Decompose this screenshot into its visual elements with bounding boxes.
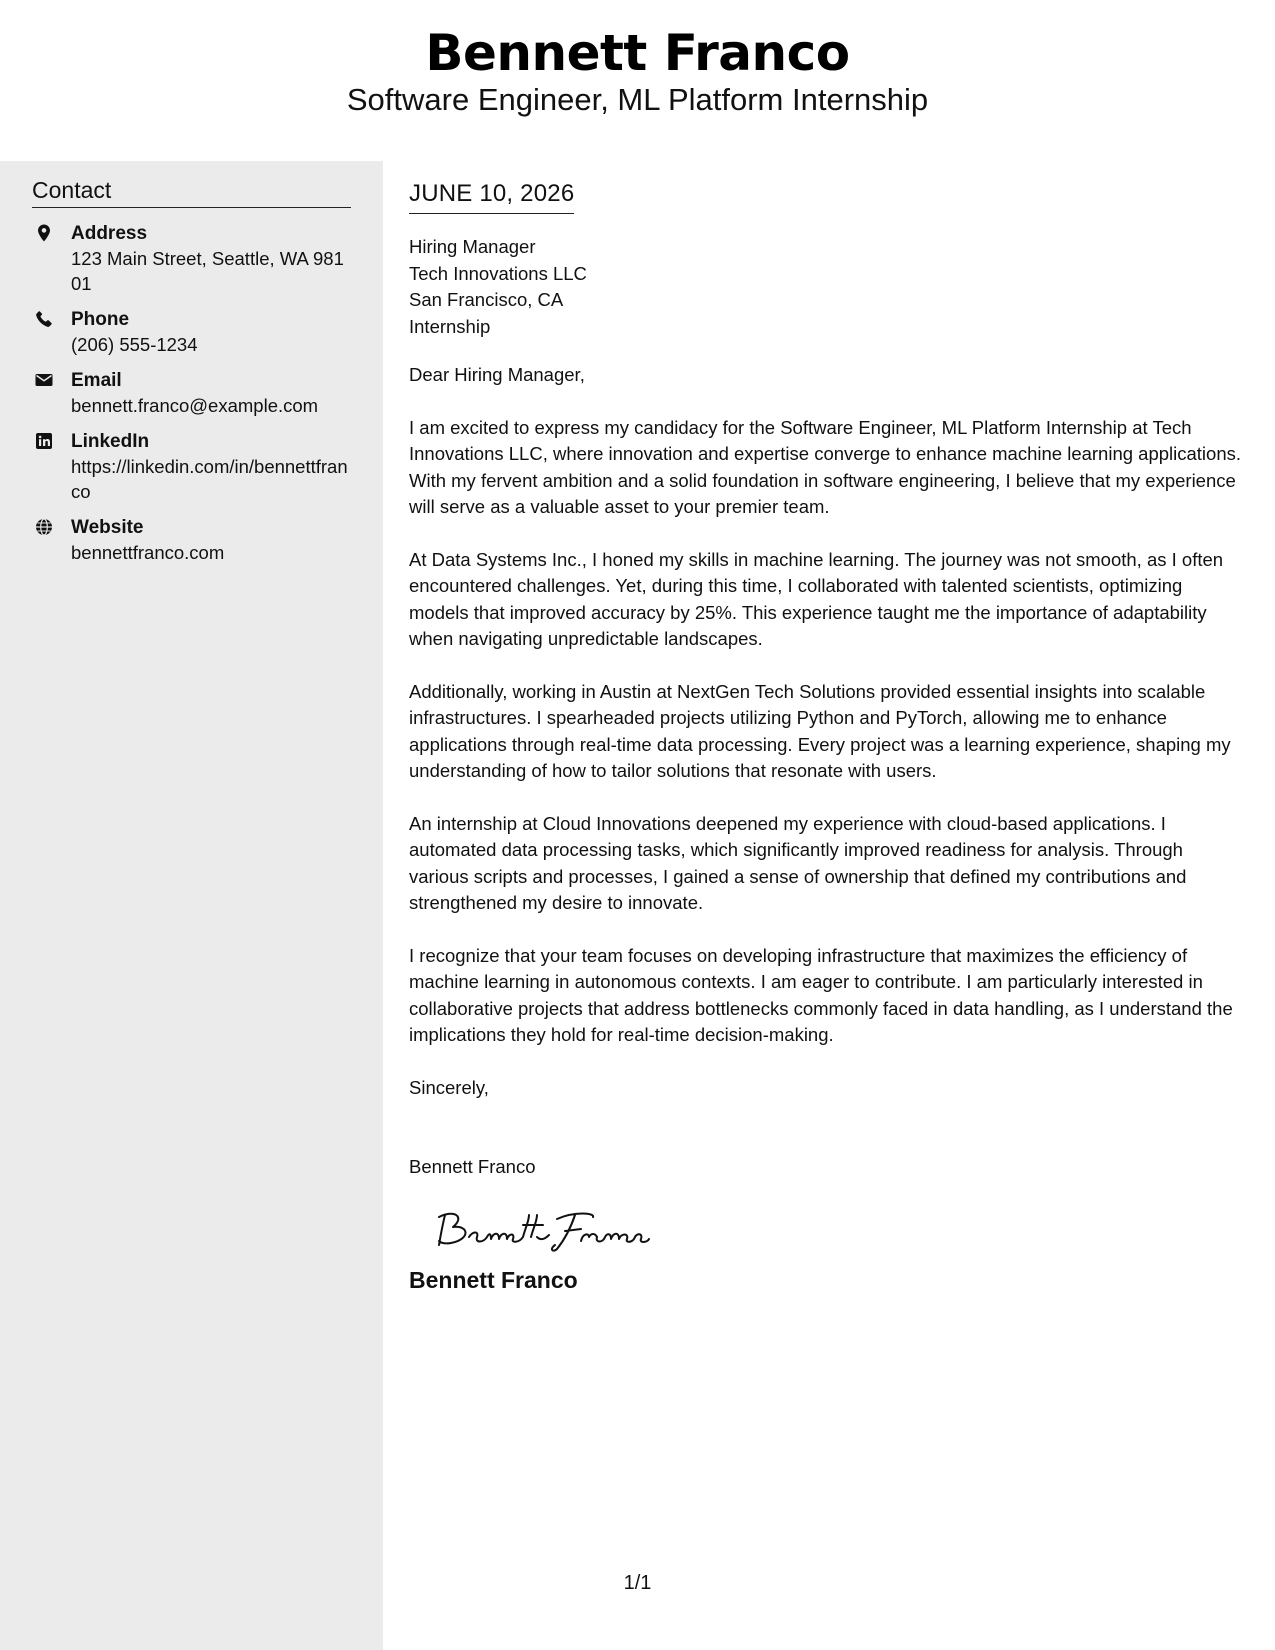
map-pin-icon [34, 223, 54, 243]
contact-label: Address [71, 223, 148, 244]
letter-paragraph: I recognize that your team focuses on developing infrastructure that maximizes the efficiency of machine learning in autonomous contexts. I am eager to contribute. I am particularly interested in collaborative projects that address bottlenecks commonly faced in data handling, as I understand the implications they hold for real-time decision-making. [409, 944, 1233, 1045]
contact-heading: Contact [32, 175, 351, 208]
contact-value: 123 Main Street, Seattle, WA 98101 [71, 248, 344, 294]
linkedin-icon [34, 431, 54, 451]
letter-paragraph: At Data Systems Inc., I honed my skills in machine learning. The journey was not smooth, as I often encountered challenges. Yet, during this time, I collaborated with talented scientists, optimizing models that improved accuracy by 25%. This experience taught me the importance of adaptability when navigating unpredictable landscapes. [409, 548, 1224, 649]
handwritten-signature [425, 1203, 665, 1259]
recipient-line: Hiring Manager [409, 236, 536, 257]
contact-item-email [32, 368, 351, 418]
page-number-text: 1/1 [623, 1572, 652, 1594]
contact-label: Email [71, 370, 122, 391]
contact-label: LinkedIn [71, 431, 150, 452]
contact-sidebar [0, 161, 383, 1650]
signature-name: Bennett Franco [409, 1266, 578, 1293]
closing: Sincerely, [409, 1076, 489, 1098]
contact-value: https://linkedin.com/in/bennettfranco [71, 456, 348, 502]
letter-paragraph: An internship at Cloud Innovations deepened my experience with cloud-based applications. I automated data processing tasks, which significantly improved readiness for analysis. Through various scripts and processes, I gained a sense of ownership that defined my contributions and strengthened my desire to innovate. [409, 812, 1187, 913]
contact-label: Phone [71, 309, 130, 330]
contact-item-linkedin [32, 429, 351, 504]
applicant-name: Bennett Franco [425, 24, 850, 82]
letter-body [409, 161, 1244, 1295]
globe-icon [34, 517, 54, 537]
signature-image [425, 1203, 665, 1259]
recipient-line: Internship [409, 315, 491, 337]
contact-item-phone [32, 307, 351, 357]
contact-list [32, 221, 351, 576]
page-number [0, 1570, 1275, 1596]
contact-value: bennett.franco@example.com [71, 395, 319, 416]
recipient-block [409, 234, 1244, 340]
contact-value: (206) 555-1234 [71, 334, 198, 355]
recipient-line: Tech Innovations LLC [409, 262, 587, 284]
phone-icon [34, 309, 54, 329]
letter-paragraph: Additionally, working in Austin at NextGen Tech Solutions provided essential insights into scalable infrastructures. I spearheaded projects utilizing Python and PyTorch, allowing me to enhance applications through real-time data processing. Every project was a learning experience, shaping my understanding of how to tailor solutions that resonate with users. [409, 680, 1231, 781]
contact-label: Website [71, 517, 144, 538]
typed-name: Bennett Franco [409, 1156, 536, 1177]
recipient-line: San Francisco, CA [409, 289, 564, 310]
header [0, 0, 1275, 160]
contact-item-website [32, 515, 351, 565]
target-role: Software Engineer, ML Platform Internship [346, 82, 929, 117]
contact-value: bennettfranco.com [71, 542, 225, 563]
letter-date: JUNE 10, 2026 [409, 179, 574, 214]
envelope-icon [34, 370, 54, 390]
contact-item-address [32, 221, 351, 296]
letter-paragraph: I am excited to express my candidacy for the Software Engineer, ML Platform Internship at Tech Innovations LLC, where innovation and expertise converge to enhance machine learning applications. With my fervent ambition and a solid foundation in software engineering, I believe that my experience will serve as a valuable asset to your premier team. [409, 416, 1242, 517]
salutation: Dear Hiring Manager, [409, 364, 585, 385]
